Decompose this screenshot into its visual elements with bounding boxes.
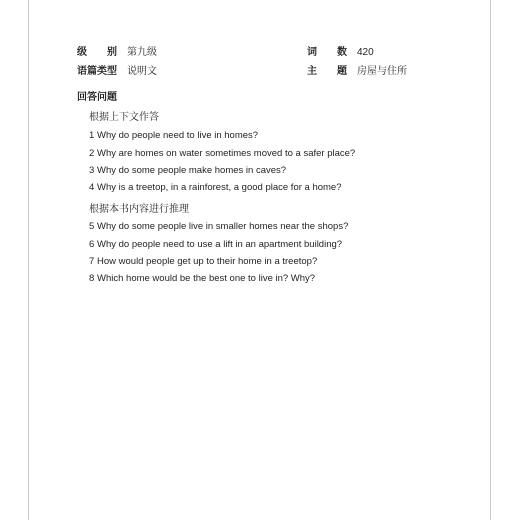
group-title-inference: 根据本书内容进行推理 [89, 204, 189, 215]
question-item [89, 127, 479, 144]
question-item [89, 270, 479, 287]
question-text: Why do people need to live in homes? [97, 130, 259, 142]
question-item [89, 236, 479, 253]
level-label: 级 别 [77, 47, 117, 58]
question-number: 2 [89, 147, 95, 159]
level-value: 第九级 [127, 47, 157, 58]
question-item [89, 162, 479, 179]
page-border-right [490, 0, 491, 520]
question-number: 3 [89, 164, 95, 176]
question-list-context [89, 127, 479, 196]
question-item [89, 179, 479, 196]
topic-label: 主 题 [307, 66, 347, 77]
question-text: Which home would be the best one to live in? Why? [97, 273, 316, 285]
page-border-left [28, 0, 29, 520]
group-title-context: 根据上下文作答 [89, 112, 159, 123]
question-number: 4 [89, 182, 95, 194]
question-item [89, 145, 479, 162]
genre-label: 语篇类型 [77, 66, 117, 77]
question-number: 7 [89, 255, 95, 267]
section-title: 回答问题 [77, 92, 117, 103]
question-text: Why do some people live in smaller homes near the shops? [97, 221, 349, 233]
word-count-label: 词 数 [307, 47, 347, 58]
question-number: 6 [89, 238, 95, 250]
word-count-value: 420 [357, 47, 374, 58]
question-text: Why are homes on water sometimes moved to a safer place? [97, 147, 356, 159]
question-number: 8 [89, 273, 95, 285]
question-number: 5 [89, 221, 95, 233]
question-list-inference [89, 218, 479, 287]
question-number: 1 [89, 130, 95, 142]
question-text: Why do people need to use a lift in an apartment building? [97, 238, 343, 250]
question-text: Why do some people make homes in caves? [97, 164, 287, 176]
topic-value: 房屋与住所 [357, 66, 407, 77]
question-item [89, 218, 479, 235]
question-text: Why is a treetop, in a rainforest, a good place for a home? [97, 182, 342, 194]
question-item [89, 253, 479, 270]
question-text: How would people get up to their home in a treetop? [97, 255, 318, 267]
genre-value: 说明文 [127, 66, 157, 77]
